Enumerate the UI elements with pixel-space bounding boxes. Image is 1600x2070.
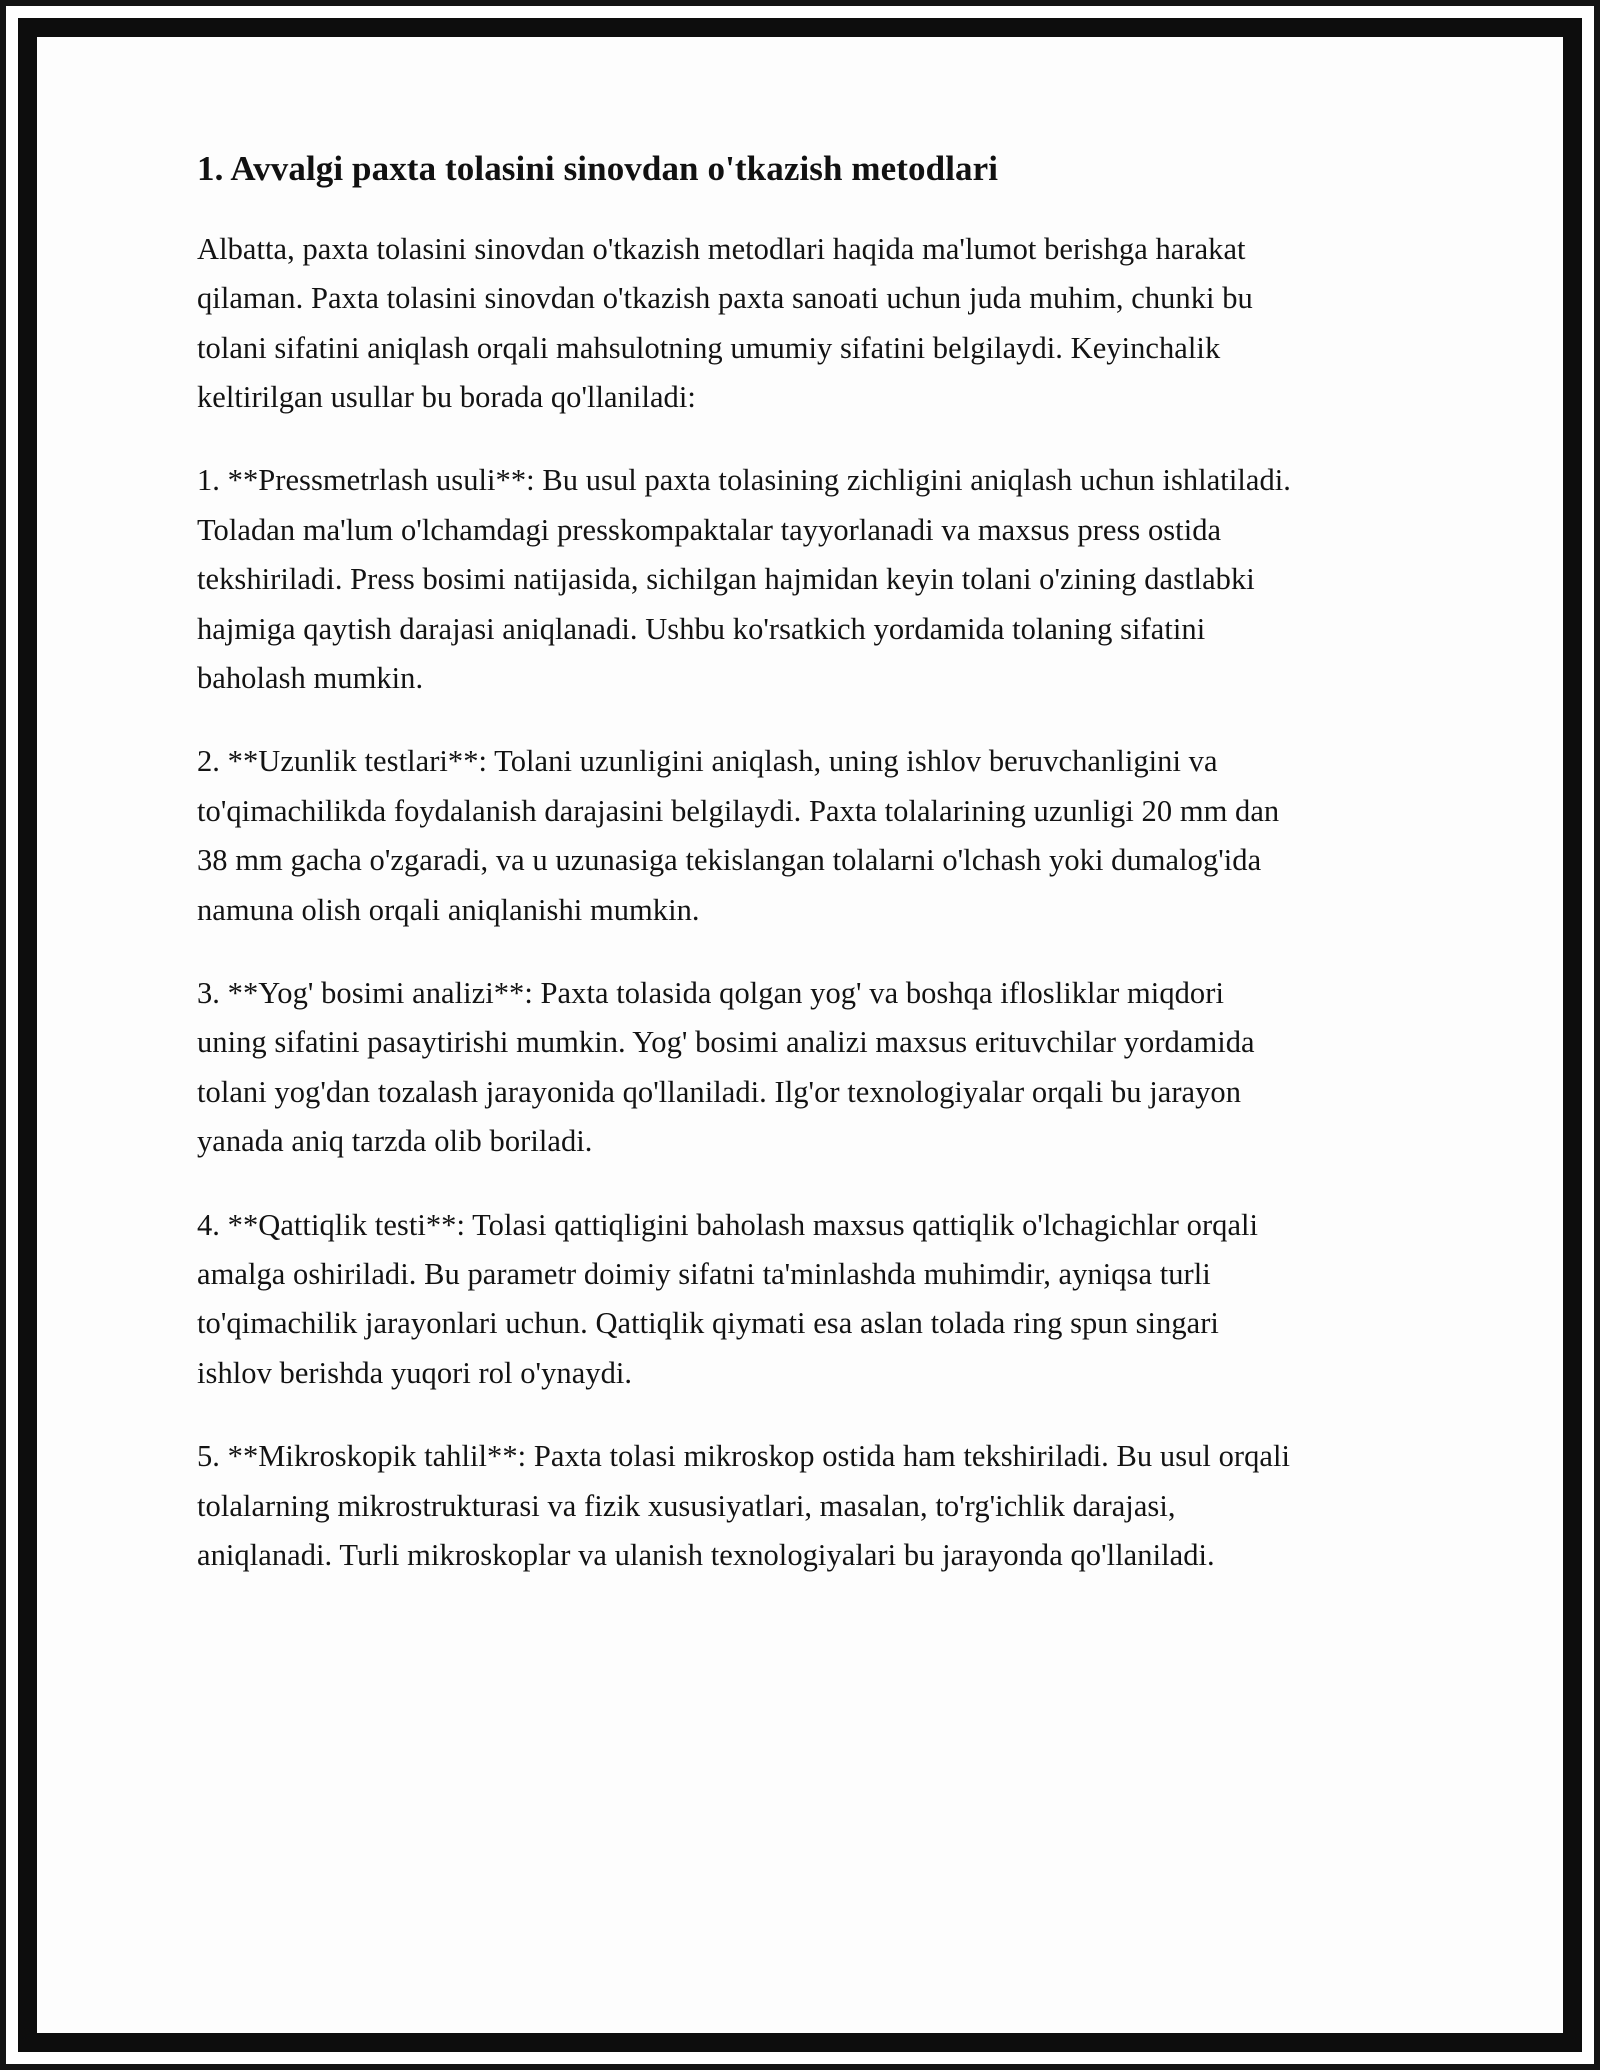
paragraph-method-5-mikroskopik-tahlil: 5. **Mikroskopik tahlil**: Paxta tolasi mikroskop ostida ham tekshiriladi. Bu usul orqali tolalarning mikrostrukturasi va fizik xususiyatlari, masalan, to'rg'ichlik darajasi, aniqlanadi. Turli mikroskoplar va ulanish texnologiyalari bu jarayonda qo'llaniladi. <box>197 1439 1291 1573</box>
paragraph-intro: Albatta, paxta tolasini sinovdan o'tkazish metodlari haqida ma'lumot berishga harakat qilaman. Paxta tolasini sinovdan o'tkazish paxta sanoati uchun juda muhim, chunki bu tolani sifatini aniqlash orqali mahsulotning umumiy sifatini belgilaydi. Keyinchalik keltirilgan usullar bu borada qo'llaniladi: <box>197 231 1253 414</box>
paragraph-method-1-pressmetrlash: 1. **Pressmetrlash usuli**: Bu usul paxta tolasining zichligini aniqlash uchun ishlatiladi. Toladan ma'lum o'lchamdagi presskompaktalar tayyorlanadi va maxsus press ostida tekshiriladi. Press bosimi natijasida, sichilgan hajmidan keyin tolani o'zining dastlabki hajmiga qaytish darajasi aniqlanadi. Ushbu ko'rsatkich yordamida tolaning sifatini baholash mumkin. <box>197 463 1291 695</box>
page-inner-rule <box>18 18 1582 2052</box>
page-title: 1. Avvalgi paxta tolasini sinovdan o'tkazish metodlari <box>197 149 999 188</box>
paragraph-method-4-qattiqlik-testi: 4. **Qattiqlik testi**: Tolasi qattiqligini baholash maxsus qattiqlik o'lchagichlar orqali amalga oshiriladi. Bu parametr doimiy sifatni ta'minlashda muhimdir, ayniqsa turli to'qimachilik jarayonlari uchun. Qattiqlik qiymati esa aslan tolada ring spun singari ishlov berishda yuqori rol o'ynaydi. <box>197 1207 1259 1390</box>
paragraph-method-2-uzunlik-testlari: 2. **Uzunlik testlari**: Tolani uzunligini aniqlash, uning ishlov beruvchanligini va to'qimachilikda foydalanish darajasini belgilaydi. Paxta tolalarining uzunligi 20 mm dan 38 mm gacha o'zgaradi, va u uzunasiga tekislangan tolalarni o'lchash yoki dumalog'ida namuna olish orqali aniqlanishi mumkin. <box>197 744 1280 927</box>
document-body <box>197 147 1307 1581</box>
paragraph-method-3-yog-bosimi-analizi: 3. **Yog' bosimi analizi**: Paxta tolasida qolgan yog' va boshqa iflosliklar miqdori uning sifatini pasaytirishi mumkin. Yog' bosimi analizi maxsus erituvchilar yordamida tolani yog'dan tozalash jarayonida qo'llaniladi. Ilg'or texnologiyalar orqali bu jarayon yanada aniq tarzda olib boriladi. <box>197 976 1255 1159</box>
document-page <box>37 37 1563 2033</box>
page-outer-margin <box>6 6 1594 2064</box>
